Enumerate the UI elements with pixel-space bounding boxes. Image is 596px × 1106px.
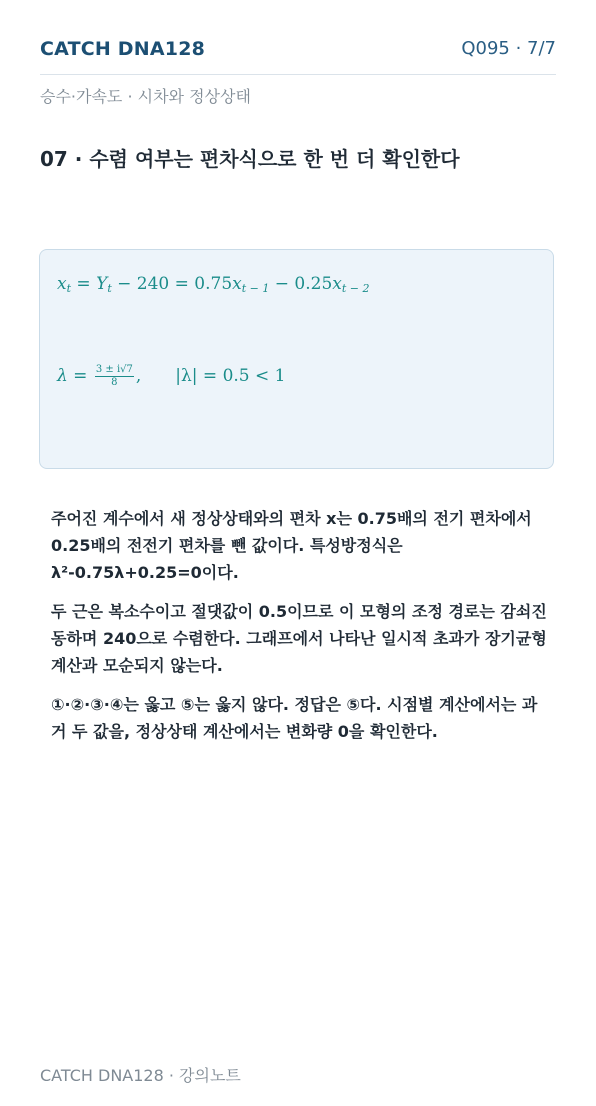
section-subtitle: 승수·가속도 · 시차와 정상상태: [40, 87, 251, 106]
formula-box: [39, 249, 554, 469]
deviation-equation: $x_t = Y_t - 240 = 0.75x_{t - 1} - 0.25x_{t - 2}$: [57, 274, 370, 295]
paragraph: ①·②·③·④는 옳고 ⑤는 옳지 않다. 정답은 ⑤다. 시점별 계산에서는 과거 두 값을, 정상상태 계산에서는 변화량 0을 확인한다.: [51, 695, 538, 741]
footer: CATCH DNA128 · 강의노트: [40, 1066, 241, 1085]
header: [40, 36, 556, 75]
page-title: 07 · 수렴 여부는 편차식으로 한 번 더 확인한다: [40, 147, 460, 171]
root-fraction: $\frac{3 \pm i√7}{8}$: [95, 364, 133, 388]
question-number: Q095 · 7/7: [461, 38, 556, 59]
brand-title: CATCH DNA128: [40, 38, 206, 60]
paragraph: 주어진 계수에서 새 정상상태와의 편차 x는 0.75배의 전기 편차에서 0.25배의 전전기 편차를 뺀 값이다. 특성방정식은 λ²-0.75λ+0.25=0이다.: [51, 509, 532, 582]
explanation-body: [51, 505, 551, 757]
characteristic-roots-equation: λ = $\frac{3 \pm i√7}{8}$ , |λ| = 0.5 < 1: [57, 364, 286, 388]
paragraph: 두 근은 복소수이고 절댓값이 0.5이므로 이 모형의 조정 경로는 감쇠진동하며 240으로 수렴한다. 그래프에서 나타난 일시적 초과가 장기균형 계산과 모순되지 않는다.: [51, 602, 547, 675]
